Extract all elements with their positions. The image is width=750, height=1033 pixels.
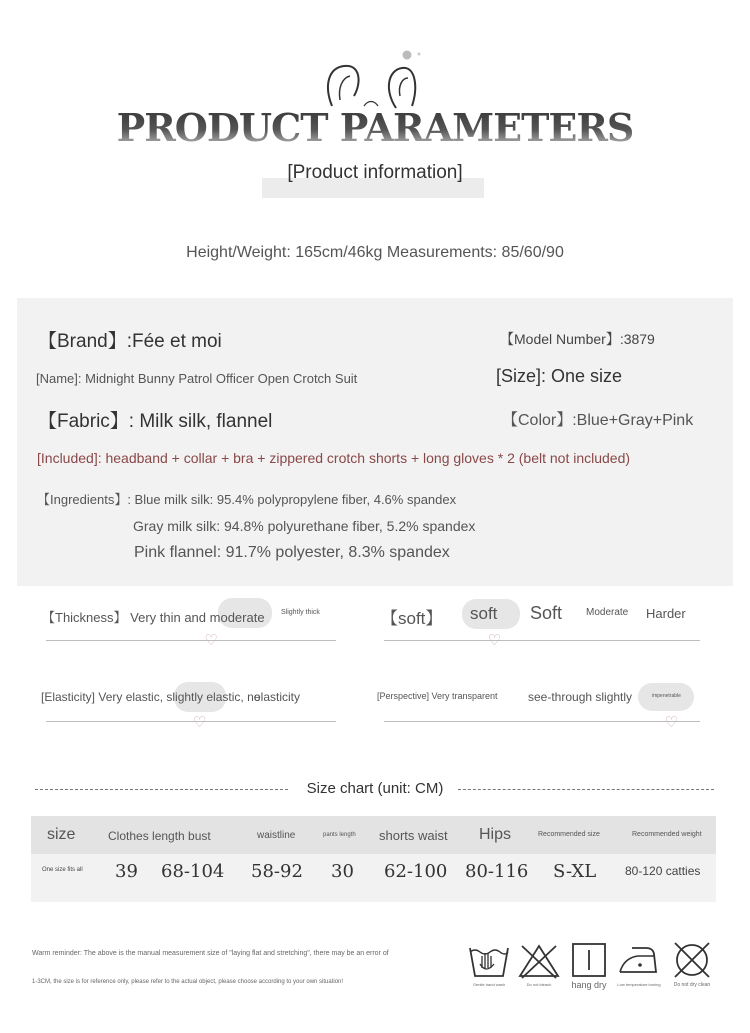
care-label-hang-dry: hang dry [571,980,607,990]
cell-hips: 80-116 [465,861,529,882]
header-recommended-size: Recommended size [538,831,600,838]
model-measurements: Height/Weight: 165cm/46kg Measurements: 85/60/90 [186,244,564,261]
thickness-label: 【Thickness】 Very thin and moderate [42,610,265,625]
hang-dry-icon [566,940,612,980]
cell-shorts-waist: 62-100 [384,861,448,882]
header-clothes-length-bust: Clothes length bust [108,829,211,843]
ingredients-line-2: Gray milk silk: 94.8% polyurethane fiber, 5.2% spandex [133,518,476,534]
elasticity-track [46,721,336,722]
softness-option-4: Harder [646,606,686,621]
perspective-label: [Perspective] Very transparent [377,691,498,701]
perspective-option: see-through slightly [528,690,633,704]
bunny-ears-logo [320,50,430,112]
cell-pants-length: 30 [331,861,354,882]
elasticity-option: elasticity [254,690,301,704]
thickness-option: Slightly thick [281,609,320,616]
cell-bust: 68-104 [161,861,225,882]
hand-wash-icon [466,940,512,980]
perspective-track [384,721,700,722]
thickness-track [46,640,336,641]
elasticity-label: [Elasticity] Very elastic, slightly elastic, no [41,690,261,704]
warm-reminder-line-1: Warm reminder: The above is the manual measurement size of "laying flat and stretching", there may be an error of [32,950,389,957]
perspective-heart-icon: ♡ [664,714,678,731]
do-not-dry-clean-icon [669,940,715,980]
cell-recommended-weight: 80-120 catties [625,864,701,878]
softness-option-1: soft [470,604,498,623]
care-label-do-not-bleach: Do not bleach [526,982,552,987]
included-items-text: [Included]: headband + collar + bra + zippered crotch shorts + long gloves * 2 (belt not included) [37,450,631,466]
header-size: size [47,826,76,843]
brand-text: 【Brand】:Fée et moi [38,331,222,352]
softness-option-3: Moderate [586,607,629,618]
perspective-option-2: impenetrable [652,693,681,699]
header-hips: Hips [479,826,512,843]
size-text: [Size]: One size [496,366,623,386]
thickness-heart-icon: ♡ [204,632,218,649]
cell-waistline: 58-92 [251,861,303,882]
header-shorts-waist: shorts waist [379,828,448,843]
softness-track [384,640,700,641]
cell-recommended-size: S-XL [553,861,597,882]
cell-size: One size fits all [42,867,83,873]
product-name-text: [Name]: Midnight Bunny Patrol Officer Open Crotch Suit [36,371,358,386]
header-waistline: waistline [257,830,296,841]
header-pants-length: pants length [323,832,356,838]
size-chart-title: Size chart (unit: CM) [306,780,444,797]
care-label-iron: Low temperature ironing [617,982,661,987]
page-title: PRODUCT PARAMETERS [0,105,750,150]
warm-reminder-line-2: 1-3CM, the size is for reference only, please refer to the actual object, please choose according to your own situation! [32,979,344,985]
fabric-text: 【Fabric】: Milk silk, flannel [38,411,273,432]
cell-clothes-length: 39 [115,861,138,882]
softness-option-2: Soft [530,603,563,623]
model-number-text: 【Model Number】:3879 [500,331,655,347]
softness-heart-icon: ♡ [487,632,502,649]
care-label-do-not-dry-clean: Do not dry clean [673,982,711,988]
care-label-hand-wash: Gentle hand wash [472,982,506,987]
color-text: 【Color】:Blue+Gray+Pink [502,412,694,429]
header-recommended-weight: Recommended weight [632,831,702,838]
do-not-bleach-icon [516,940,562,980]
ingredients-line-3: Pink flannel: 91.7% polyester, 8.3% spandex [134,544,450,561]
softness-label: 【soft】 [381,609,443,628]
section-subtitle: [Product information] [287,162,463,183]
iron-low-temperature-icon [616,940,662,980]
elasticity-heart-icon: ♡ [192,714,207,731]
ingredients-line-1: 【Ingredients】: Blue milk silk: 95.4% polypropylene fiber, 4.6% spandex [37,492,457,507]
